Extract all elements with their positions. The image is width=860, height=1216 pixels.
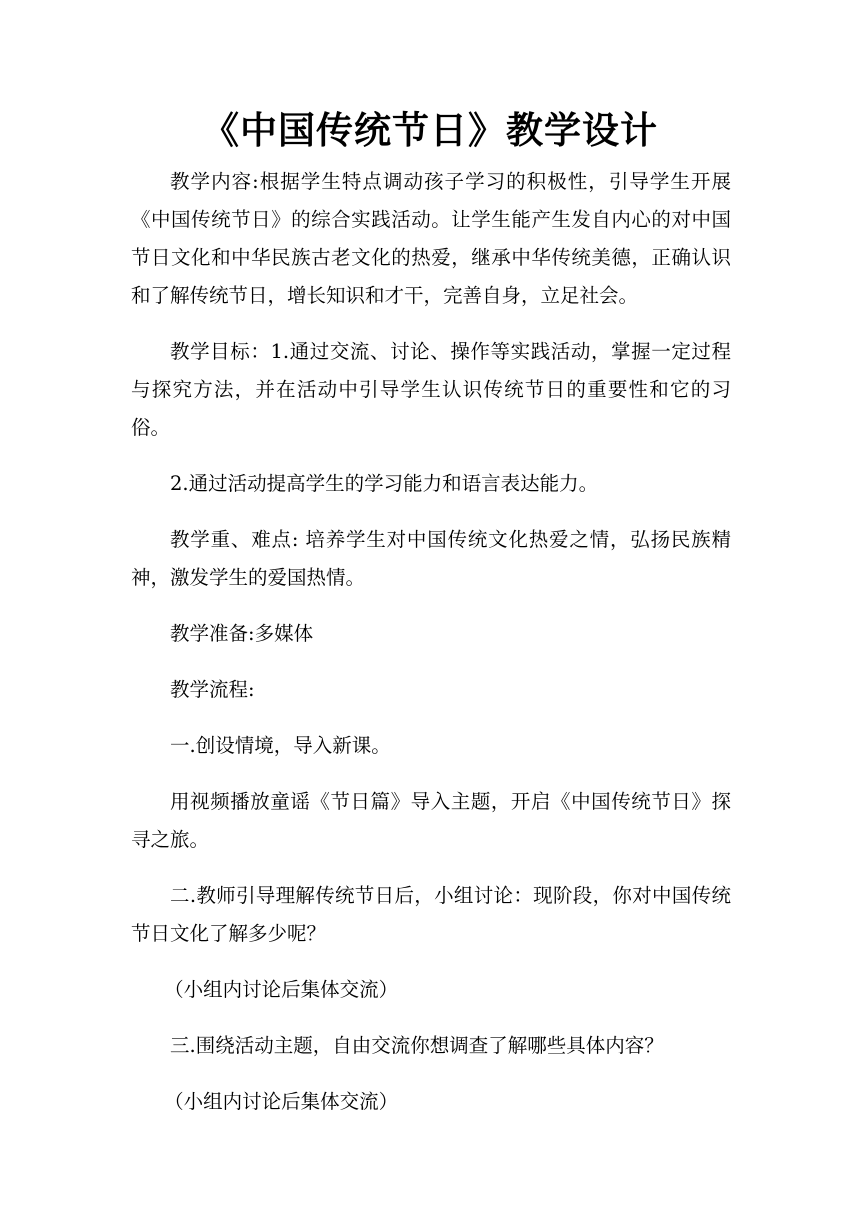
document-title: 《中国传统节日》教学设计 — [202, 109, 658, 152]
paragraph-teaching-content: 教学内容:根据学生特点调动孩子学习的积极性，引导学生开展《中国传统节日》的综合实践活动。让学生能产生发自内心的对中国节日文化和中华民族古老文化的热爱，继承中华传统美德，正确认识和了解传统节日，增长知识和才干，完善自身，立足社会。 — [131, 170, 731, 307]
paragraph-process-heading: 教学流程: — [170, 678, 255, 701]
document-body — [131, 163, 731, 1139]
paragraph-preparation: 教学准备:多媒体 — [170, 622, 314, 645]
paragraph-group-discussion-2: （小组内讨论后集体交流） — [164, 1090, 399, 1113]
paragraph-goal-2: 2.通过活动提高学生的学习能力和语言表达能力。 — [170, 472, 599, 495]
paragraph-step-1-detail: 用视频播放童谣《节日篇》导入主题，开启《中国传统节日》探寻之旅。 — [131, 790, 731, 851]
paragraph-step-2: 二.教师引导理解传统节日后，小组讨论：现阶段，你对中国传统节日文化了解多少呢？ — [131, 884, 731, 945]
paragraph-key-points: 教学重、难点: 培养学生对中国传统文化热爱之情，弘扬民族精神，激发学生的爱国热情。 — [131, 528, 731, 589]
paragraph-group-discussion-1: （小组内讨论后集体交流） — [164, 978, 399, 1001]
paragraph-step-1: 一.创设情境，导入新课。 — [170, 734, 391, 757]
paragraph-teaching-goals: 教学目标：1.通过交流、讨论、操作等实践活动，掌握一定过程与探究方法，并在活动中引导学生认识传统节日的重要性和它的习俗。 — [131, 340, 731, 439]
paragraph-step-3: 三.围绕活动主题，自由交流你想调查了解哪些具体内容？ — [170, 1034, 664, 1057]
